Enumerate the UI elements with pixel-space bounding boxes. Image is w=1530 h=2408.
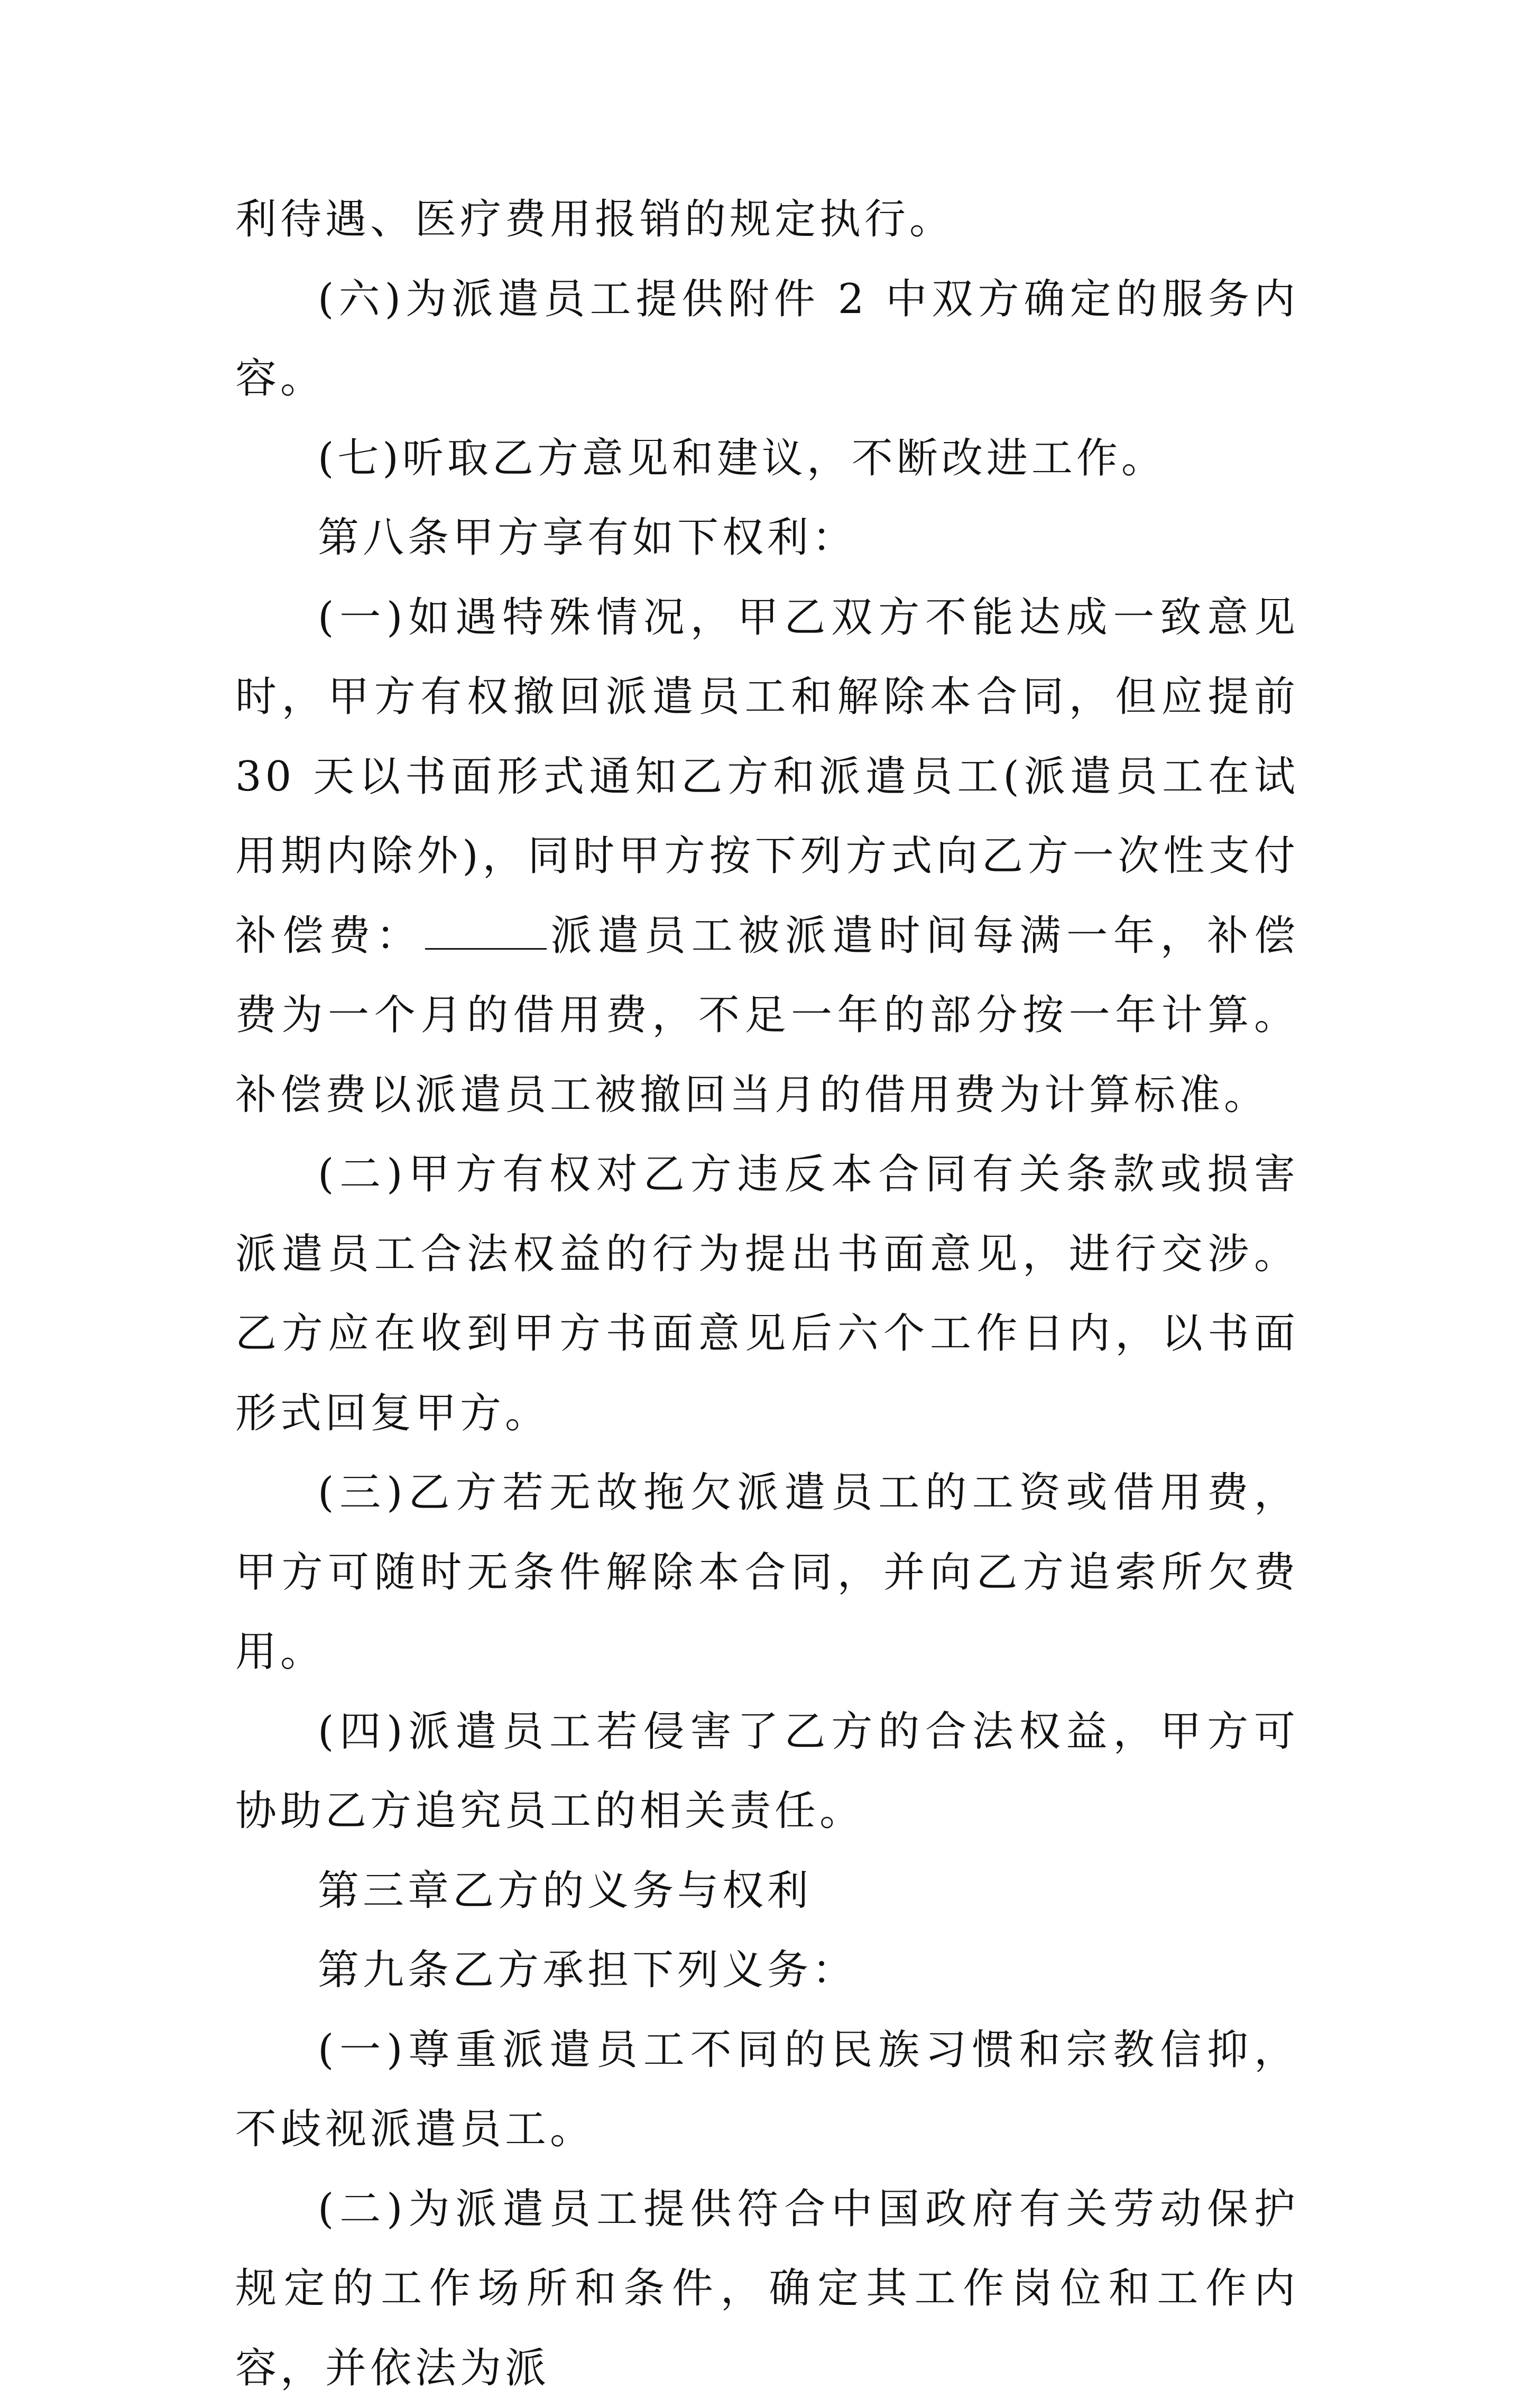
article-8-heading: 第八条甲方享有如下权利：	[235, 498, 1299, 578]
paragraph-article-9-item-1: (一)尊重派遣员工不同的民族习惯和宗教信抑，不歧视派遣员工。	[235, 2010, 1299, 2170]
paragraph-continuation: 利待遇、医疗费用报销的规定执行。	[235, 180, 1299, 260]
paragraph-article-9-item-2: (二)为派遣员工提供符合中国政府有关劳动保护规定的工作场所和条件，确定其工作岗位和工作内容，并依法为派	[235, 2170, 1299, 2408]
paragraph-article-8-item-1	[235, 578, 1299, 1135]
paragraph-article-8-item-4: (四)派遣员工若侵害了乙方的合法权益，甲方可协助乙方追究员工的相关责任。	[235, 1692, 1299, 1851]
chapter-3-heading: 第三章乙方的义务与权利	[235, 1851, 1299, 1931]
item-1-text-after-blank: 派遣员工被派遣时间每满一年，补偿费为一个月的借用费，不足一年的部分按一年计算。补偿费以派遣员工被撤回当月的借用费为计算标准。	[235, 912, 1299, 1119]
paragraph-clause-7: (七)听取乙方意见和建议，不断改进工作。	[235, 419, 1299, 499]
paragraph-article-8-item-2: (二)甲方有权对乙方违反本合同有关条款或损害派遣员工合法权益的行为提出书面意见，进行交涉。乙方应在收到甲方书面意见后六个工作日内，以书面形式回复甲方。	[235, 1135, 1299, 1453]
paragraph-article-8-item-3: (三)乙方若无故拖欠派遣员工的工资或借用费，甲方可随时无条件解除本合同，并向乙方追索所欠费用。	[235, 1453, 1299, 1692]
item-1-text-before-blank: (一)如遇特殊情况，甲乙双方不能达成一致意见时，甲方有权撤回派遣员工和解除本合同，但应提前 30 天以书面形式通知乙方和派遣员工(派遣员工在试用期内除外)，同时甲方按下列方式向乙方一次性支付补偿费：	[235, 594, 1299, 960]
fill-in-blank	[425, 912, 547, 950]
document-body	[235, 180, 1299, 2408]
paragraph-clause-6: (六)为派遣员工提供附件 2 中双方确定的服务内容。	[235, 260, 1299, 419]
article-9-heading: 第九条乙方承担下列义务：	[235, 1931, 1299, 2010]
